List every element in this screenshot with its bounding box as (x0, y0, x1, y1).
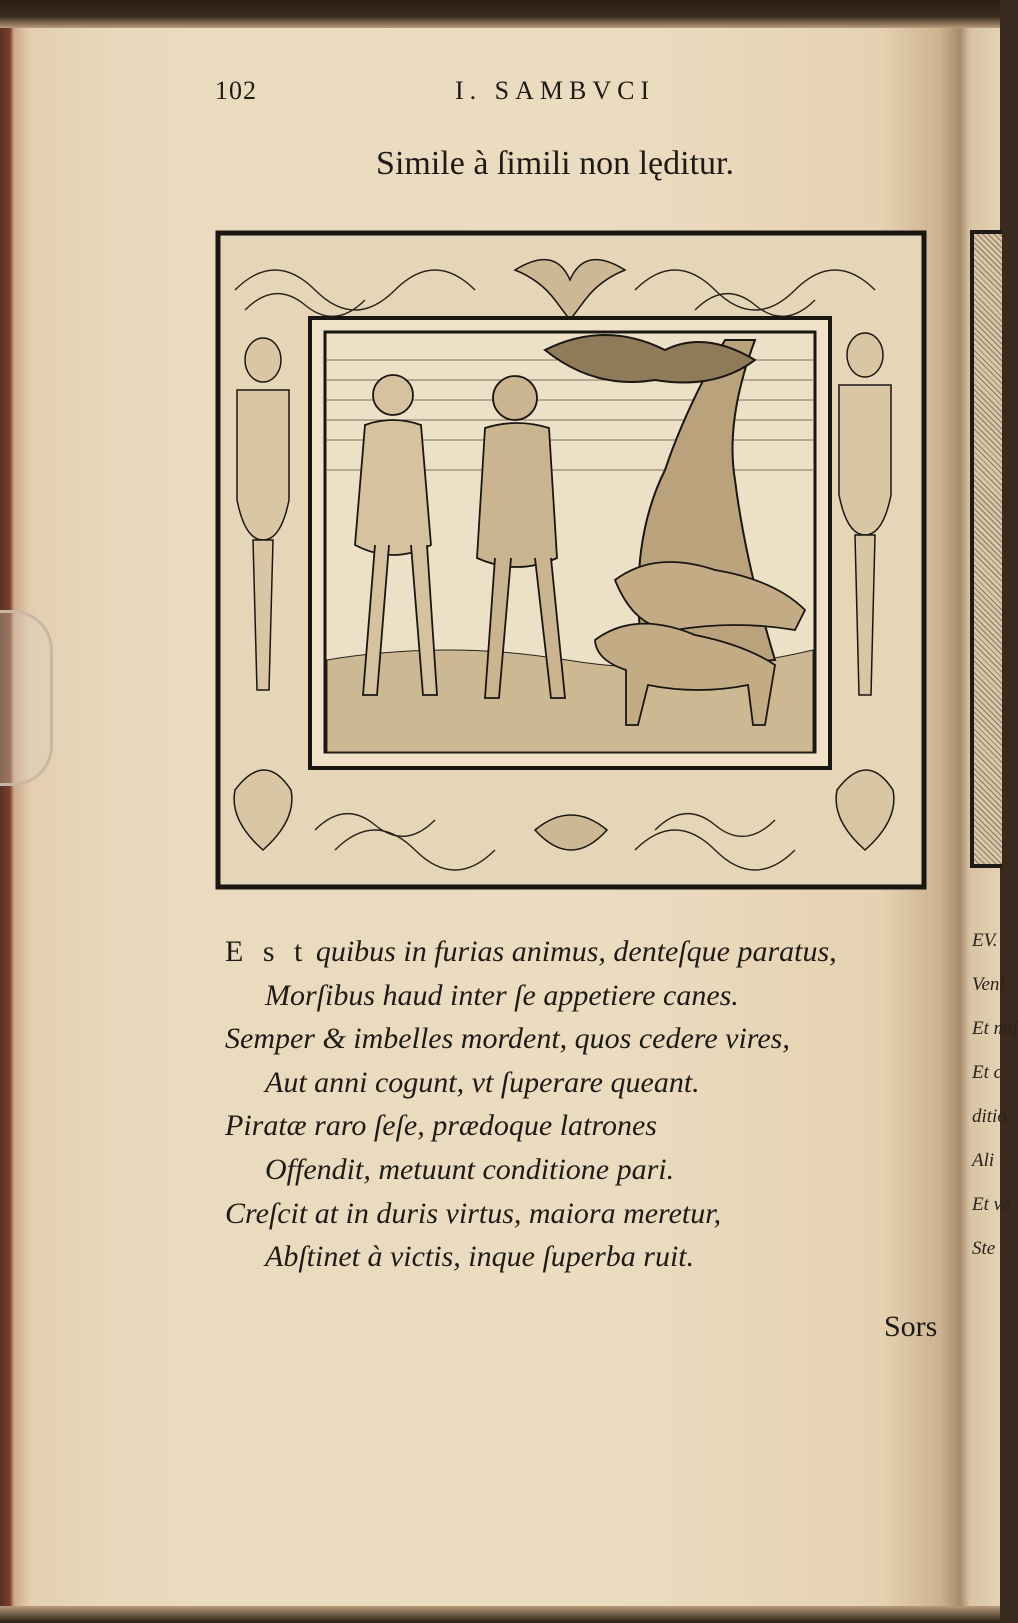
page-number: 102 (215, 76, 257, 105)
woodcut-illustration (215, 230, 927, 890)
running-head (0, 72, 1000, 112)
next-page-fragment: Ste (972, 1238, 996, 1259)
next-page-fragment: Et ve (972, 1194, 1011, 1215)
running-title: I. SAMBVCI (455, 76, 656, 105)
verse-line (225, 930, 905, 974)
emblem-verse (225, 930, 905, 1279)
next-page-fragment: Et miſ (972, 1018, 1018, 1039)
verse-line: Semper & imbelles mordent, quos cedere vires, (225, 1022, 790, 1056)
verse-line: Abſtinet à victis, inque ſuperba ruit. (265, 1240, 695, 1274)
catchword: Sors (884, 1310, 938, 1343)
verse-line-text: quibus in furias animus, denteſque paratus, (308, 935, 837, 968)
next-page-woodcut-edge (970, 230, 1002, 868)
next-page-fragment: Veni (972, 974, 1005, 995)
next-page-fragment: Ali (972, 1150, 995, 1171)
verse-line: Offendit, metuunt conditione pari. (265, 1152, 675, 1186)
next-page-fragment: Et c (972, 1062, 1003, 1083)
next-page-fragment: ditio (972, 1106, 1007, 1127)
bottom-edge (0, 1606, 1000, 1623)
verse-line: Piratæ raro ſeſe, prædoque latrones (225, 1109, 657, 1143)
next-page-edge (968, 230, 1018, 1600)
top-edge (0, 0, 1000, 28)
emblem-motto: Simile à ſimili non lęditur. (376, 145, 734, 182)
next-page-fragment: EV. (972, 930, 998, 951)
verse-line: Creſcit at in duris virtus, maiora meretur, (225, 1196, 722, 1230)
verse-initial: E s t (225, 935, 309, 968)
verse-line: Aut anni cogunt, vt ſuperare queant. (265, 1065, 700, 1099)
verse-line: Morſibus haud inter ſe appetiere canes. (265, 978, 739, 1012)
page-clip (0, 610, 53, 786)
